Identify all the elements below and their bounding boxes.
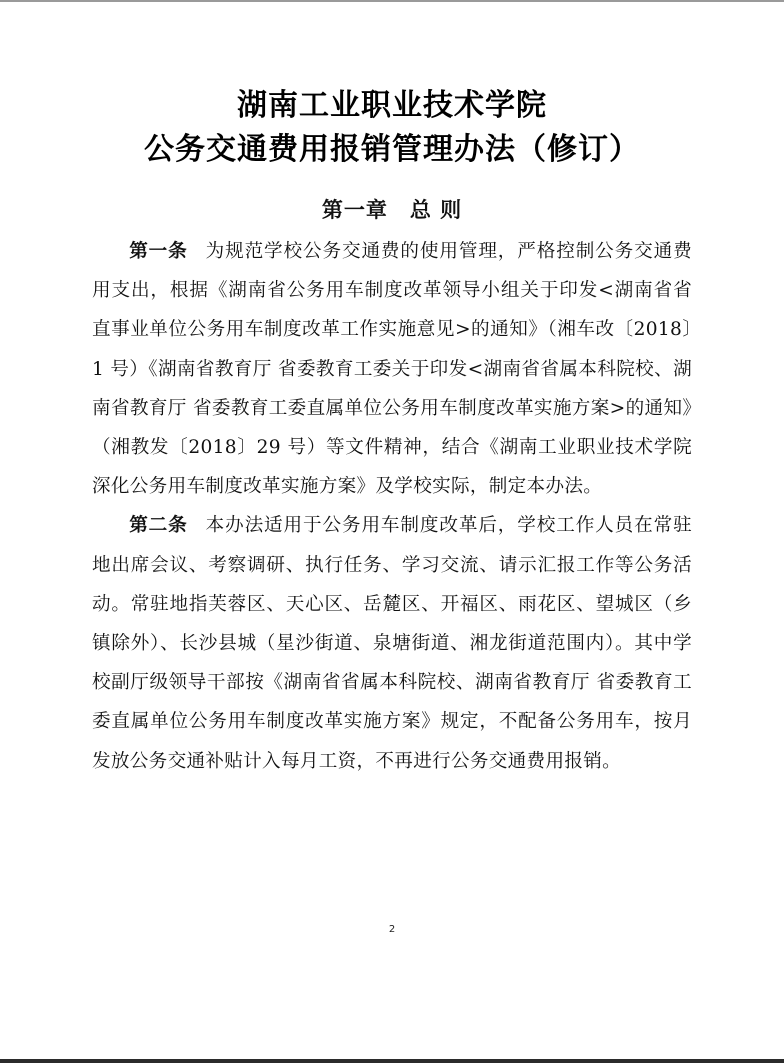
article-2-text: 本办法适用于公务用车制度改革后，学校工作人员在常驻地出席会议、考察调研、执行任务、学习交流、请示汇报工作等公务活动。常驻地指芙蓉区、天心区、岳麓区、开福区、雨花区、望城区（乡镇除外）、长沙县城（星沙街道、泉塘街道、湘龙街道范围内）。其中学校副厅级领导干部按《湖南省省属本科院校、湖南省教育厅 省委教育工委直属单位公务用车制度改革实施方案》规定，不配备公务用车，按月发放公务交通补贴计入每月工资，不再进行公务交通费用报销。 [92, 515, 692, 772]
document-title-line1: 湖南工业职业技术学院 [237, 88, 547, 123]
article-1 [92, 232, 692, 506]
article-1-number: 第一条 [129, 241, 188, 262]
bottom-border [0, 1059, 784, 1063]
document-page [92, 84, 692, 781]
top-border [0, 0, 784, 2]
article-2-number: 第二条 [129, 515, 188, 537]
chapter-name: 总 则 [409, 197, 463, 222]
chapter-number: 第一章 [321, 197, 388, 222]
page-number: 2 [388, 924, 396, 935]
article-2 [92, 506, 692, 780]
article-1-text: 为规范学校公务交通费的使用管理，严格控制公务交通费用支出，根据《湖南省公务用车制度改革领导小组关于印发<湖南省省直事业单位公务用车制度改革工作实施意见>的通知》（湘车改〔2018〕1 号）《湖南省教育厅 省委教育工委关于印发<湖南省省属本科院校、湖南省教育厅 省委教育工委直属单位公务用车制度改革实施方案>的通知》（湘教发〔2018〕29 号）等文件精神，结合《湖南工业职业技术学院深化公务用车制度改革实施方案》及学校实际，制定本办法。 [92, 241, 692, 498]
document-title-line2: 公务交通费用报销管理办法（修订） [144, 132, 640, 167]
chapter-heading [92, 194, 692, 226]
